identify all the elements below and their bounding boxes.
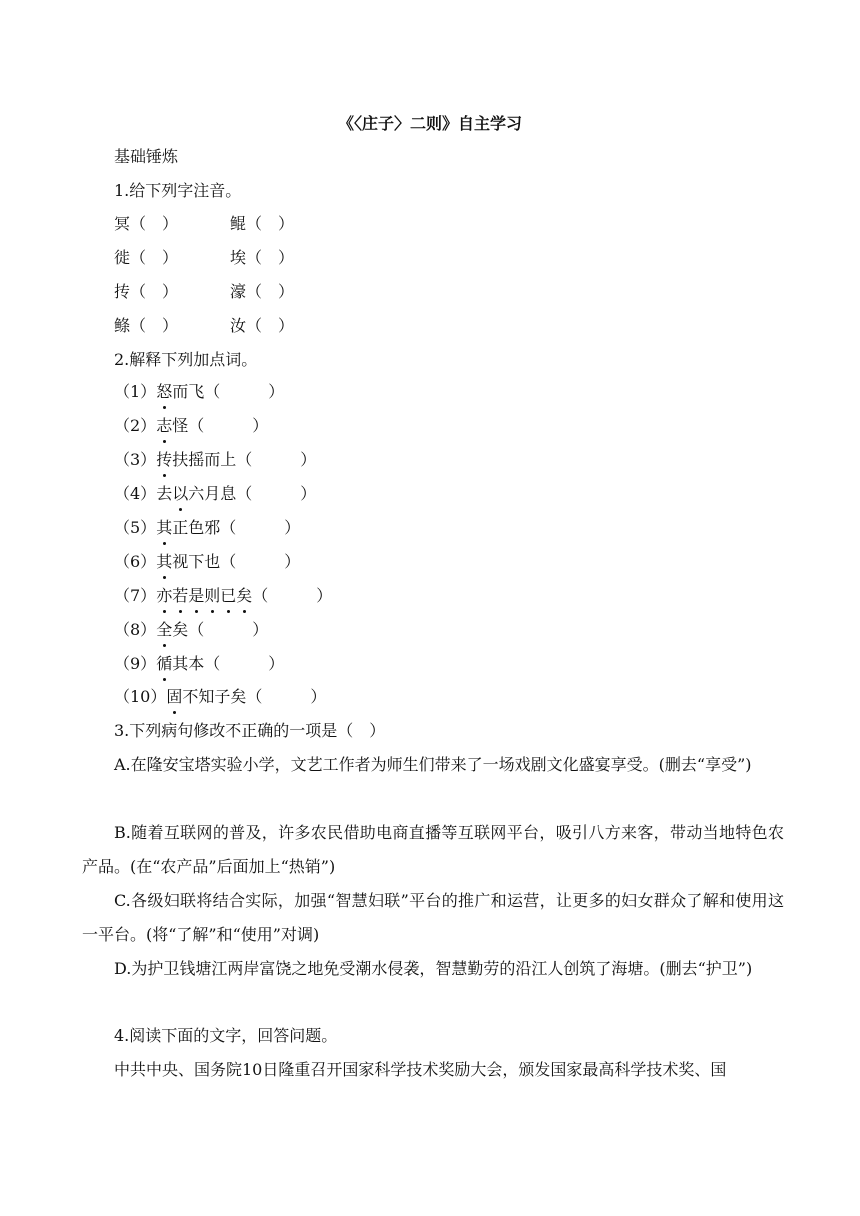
vocab-num: （3） — [114, 450, 157, 469]
question-4-prompt: 4.阅读下面的文字，回答问题。 — [114, 1026, 338, 1045]
vocab-post: 其本 — [172, 654, 205, 673]
vocab-item — [114, 449, 316, 471]
dotted-char: 则 — [204, 586, 221, 605]
answer-blank: （ ） — [252, 586, 333, 605]
vocab-num: （4） — [114, 484, 157, 503]
answer-blank: （ ） — [246, 687, 327, 706]
section-heading: 基础锤炼 — [114, 147, 179, 166]
vocab-post: 视下也 — [172, 552, 221, 571]
option-a: A.在隆安宝塔实验小学，文艺工作者为师生们带来了一场戏剧文化盛宴享受。(删去“享受”) — [114, 755, 752, 774]
vocab-num: （7） — [114, 586, 157, 605]
dotted-phrase — [156, 586, 252, 605]
vocab-post: 不知子矣 — [182, 687, 247, 706]
dotted-word: 其 — [156, 518, 173, 537]
answer-blank: （ ） — [204, 654, 285, 673]
answer-blank: （ ） — [188, 416, 269, 435]
vocab-num: （2） — [114, 416, 157, 435]
vocab-item — [114, 381, 284, 403]
option-c: C.各级妇联将结合实际，加强“智慧妇联”平台的推广和运营，让更多的妇女群众了解和使用这一平台。(将“了解”和“使用”对调) — [82, 891, 784, 944]
question-3-prompt: 3.下列病句修改不正确的一项是（ ） — [114, 721, 386, 740]
dotted-word: 全 — [156, 620, 173, 639]
option-b: B.随着互联网的普及，许多农民借助电商直播等互联网平台，吸引八方来客，带动当地特色农产品。(在“农产品”后面加上“热销”) — [82, 823, 784, 876]
vocab-item — [114, 551, 300, 573]
vocab-item — [114, 585, 332, 607]
answer-blank: （ ） — [236, 450, 317, 469]
dotted-word: 抟 — [156, 450, 173, 469]
page-title: 《〈庄子〉二则》自主学习 — [337, 114, 522, 133]
pinyin-item: 鲦（ ） — [114, 316, 179, 335]
dotted-char: 亦 — [156, 586, 173, 605]
answer-blank: （ ） — [236, 484, 317, 503]
vocab-num: （1） — [114, 382, 157, 401]
reading-passage: 中共中央、国务院10日隆重召开国家科学技术奖励大会，颁发国家最高科学技术奖、国 — [114, 1060, 727, 1079]
vocab-num: （9） — [114, 654, 157, 673]
pinyin-item: 鲲（ ） — [230, 214, 295, 233]
question-1-prompt: 1.给下列字注音。 — [114, 181, 242, 200]
dotted-char: 矣 — [236, 586, 253, 605]
vocab-num: （8） — [114, 620, 157, 639]
dotted-word: 志 — [156, 416, 173, 435]
vocab-num: （10） — [114, 687, 167, 706]
vocab-item — [114, 517, 300, 539]
answer-blank: （ ） — [204, 382, 285, 401]
vocab-item — [114, 483, 316, 505]
vocab-num: （6） — [114, 552, 157, 571]
vocab-post: 六月息 — [188, 484, 237, 503]
pinyin-item: 冥（ ） — [114, 214, 179, 233]
vocab-post: 扶摇而上 — [172, 450, 237, 469]
dotted-char: 是 — [188, 586, 205, 605]
vocab-post: 正色邪 — [172, 518, 221, 537]
vocab-item — [114, 653, 284, 675]
vocab-post: 而飞 — [172, 382, 205, 401]
vocab-pre: 去 — [156, 484, 173, 503]
dotted-word: 以 — [172, 484, 189, 503]
pinyin-item: 抟（ ） — [114, 282, 179, 301]
answer-blank: （ ） — [220, 518, 301, 537]
dotted-char: 已 — [220, 586, 237, 605]
pinyin-item: 濠（ ） — [230, 282, 295, 301]
option-d: D.为护卫钱塘江两岸富饶之地免受潮水侵袭，智慧勤劳的沿江人创筑了海塘。(删去“护卫”) — [114, 959, 753, 978]
vocab-item — [114, 415, 268, 437]
vocab-post: 怪 — [172, 416, 189, 435]
vocab-item — [114, 686, 326, 708]
vocab-num: （5） — [114, 518, 157, 537]
vocab-post: 矣 — [172, 620, 189, 639]
pinyin-item: 徙（ ） — [114, 248, 179, 267]
dotted-char: 若 — [172, 586, 189, 605]
dotted-word: 循 — [156, 654, 173, 673]
vocab-item — [114, 619, 268, 641]
dotted-word: 怒 — [156, 382, 173, 401]
question-2-prompt: 2.解释下列加点词。 — [114, 350, 258, 369]
answer-blank: （ ） — [188, 620, 269, 639]
pinyin-item: 埃（ ） — [230, 248, 295, 267]
dotted-word: 固 — [166, 687, 183, 706]
pinyin-item: 汝（ ） — [230, 316, 295, 335]
answer-blank: （ ） — [220, 552, 301, 571]
dotted-word: 其 — [156, 552, 173, 571]
